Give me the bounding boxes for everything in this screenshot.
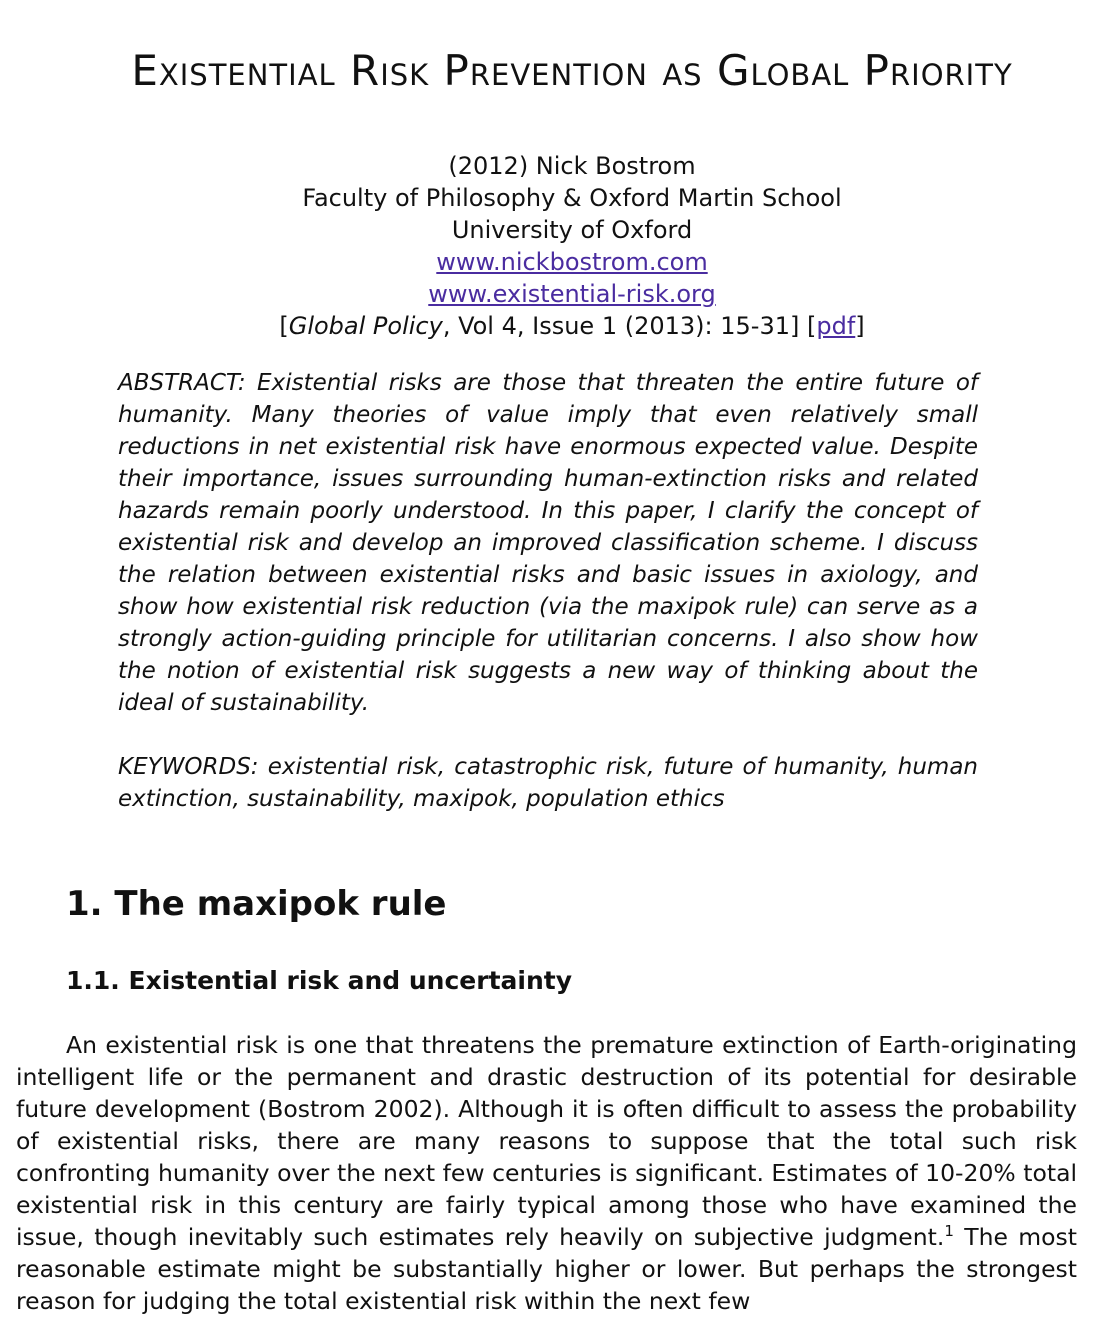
paragraph-text-2: The most reasonable estimate might be substantially higher or lower. But perhaps the strongest reason for judging the total existential risk within the next few — [16, 1223, 1078, 1315]
affiliation: Faculty of Philosophy & Oxford Martin School — [302, 184, 842, 212]
citation-open: [ — [279, 312, 289, 340]
body-paragraph — [16, 1029, 1077, 1317]
university: University of Oxford — [451, 216, 693, 244]
footnote-marker[interactable]: 1 — [944, 1222, 954, 1241]
citation-details: , Vol 4, Issue 1 (2013): 15-31] [ — [442, 312, 817, 340]
journal-name: Global Policy — [288, 312, 443, 340]
personal-site-link[interactable]: www.nickbostrom.com — [436, 248, 708, 276]
keywords: KEYWORDS: existential risk, catastrophic risk, future of humanity, human extinction, sustainability, maxipok, population ethics — [118, 754, 978, 812]
paragraph-text-1: An existential risk is one that threatens the premature extinction of Earth-originating intelligent life or the permanent and drastic destruction of its potential for desirable future development (Bostrom 2002). Although it is often difficult to assess the probability of existential risks, there are many reasons to suppose that the total such risk confronting humanity over the next few centuries is significant. Estimates of 10-20% total existential risk in this century are fairly typical among those who have examined the issue, though inevitably such estimates rely heavily on subjective judgment. — [16, 1031, 1077, 1251]
subsection-heading: 1.1. Existential risk and uncertainty — [66, 966, 573, 995]
existential-risk-site-link[interactable]: www.existential-risk.org — [428, 280, 716, 308]
citation-line — [0, 310, 1094, 342]
paper-title: Existential Risk Prevention as Global Priority — [131, 46, 1013, 95]
author-block — [0, 150, 1094, 342]
section-heading: 1. The maxipok rule — [66, 884, 447, 924]
year-author: (2012) Nick Bostrom — [448, 152, 696, 180]
pdf-link[interactable]: pdf — [816, 312, 856, 340]
abstract: ABSTRACT: Existential risks are those that threaten the entire future of humanity. Many theories of value imply that even relatively small reductions in net existential risk have enormous expected value. Despite their importance, issues surrounding human-extinction risks and related hazards remain poorly understood. In this paper, I clarify the concept of existential risk and develop an improved classification scheme. I discuss the relation between existential risks and basic issues in axiology, and show how existential risk reduction (via the maxipok rule) can serve as a strongly action-guiding principle for utilitarian concerns. I also show how the notion of existential risk suggests a new way of thinking about the ideal of sustainability. — [118, 370, 978, 716]
citation-close: ] — [855, 312, 865, 340]
